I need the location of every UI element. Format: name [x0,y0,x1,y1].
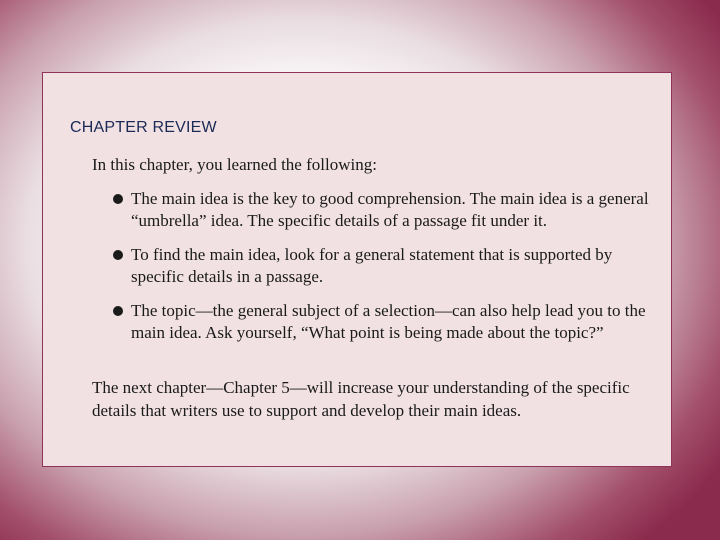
bullet-text: To find the main idea, look for a general statement that is supported by specific details in a passage. [131,245,613,286]
list-item [109,300,649,344]
bullet-text: The main idea is the key to good comprehension. The main idea is a general “umbrella” idea. The specific details of a passage fit under it. [131,189,649,230]
list-item [109,188,649,232]
bullet-icon [113,250,123,260]
closing-paragraph: The next chapter—Chapter 5—will increase your understanding of the specific details that writers use to support and develop their main ideas. [92,378,630,420]
intro-text: In this chapter, you learned the following: [92,155,377,174]
section-heading: CHAPTER REVIEW [70,119,217,136]
review-bullet-list [109,188,649,356]
bullet-icon [113,194,123,204]
bullet-icon [113,306,123,316]
bullet-text: The topic—the general subject of a selection—can also help lead you to the main idea. Ask yourself, “What point is being made about the topic?” [131,301,646,342]
chapter-review-panel [42,72,672,467]
list-item [109,244,649,288]
